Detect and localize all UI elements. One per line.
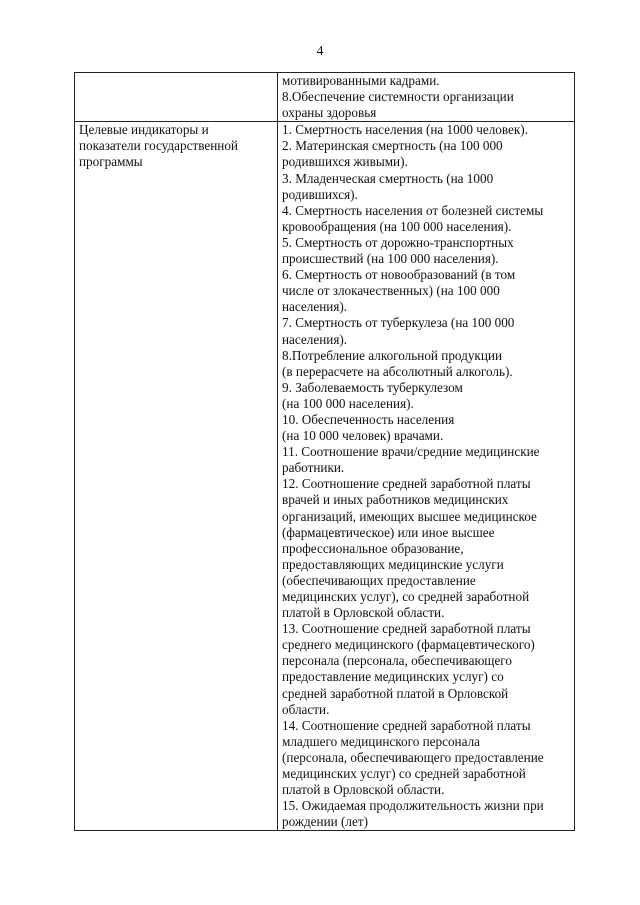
text-line: 6. Смертность от новообразований (в том xyxy=(282,267,516,283)
text-line: 12. Соотношение средней заработной платы xyxy=(282,476,531,492)
text-line: врачей и иных работников медицинских xyxy=(282,492,509,508)
text-line: 9. Заболеваемость туберкулезом xyxy=(282,379,463,395)
text-line: (персонала, обеспечивающего предоставление xyxy=(282,749,544,765)
indicators-heading-lines xyxy=(79,122,274,170)
indicators-list-cell xyxy=(278,122,575,831)
text-line: населения). xyxy=(282,331,348,347)
continued-row-right-cell xyxy=(278,73,575,122)
text-line: 14. Соотношение средней заработной платы xyxy=(282,717,531,733)
text-line: 4. Смертность населения от болезней системы xyxy=(282,202,544,218)
text-line: кровообращения (на 100 000 населения). xyxy=(282,218,512,234)
text-line: профессиональное образование, xyxy=(282,540,464,556)
text-line: (фармацевтическое) или иное высшее xyxy=(282,524,495,540)
text-line: предоставляющих медицинские услуги xyxy=(282,556,504,572)
text-line: средней заработной платой в Орловской xyxy=(282,685,509,701)
text-line: рождении (лет) xyxy=(282,814,368,830)
text-line: 13. Соотношение средней заработной платы xyxy=(282,621,531,637)
text-line: (в перерасчете на абсолютный алкоголь). xyxy=(282,363,513,379)
continued-row xyxy=(75,73,575,122)
text-line: числе от злокачественных) (на 100 000 xyxy=(282,283,500,299)
text-line: 3. Младенческая смертность (на 1000 xyxy=(282,170,494,186)
text-line: Целевые индикаторы и xyxy=(79,122,209,138)
continued-row-left-cell xyxy=(75,73,278,122)
page-number: 4 xyxy=(316,44,324,59)
text-line: показатели государственной xyxy=(79,138,238,154)
text-line: организаций, имеющих высшее медицинское xyxy=(282,508,537,524)
text-line: персонала (персонала, обеспечивающего xyxy=(282,653,512,669)
text-line: 7. Смертность от туберкулеза (на 100 000 xyxy=(282,315,515,331)
text-line: мотивированными кадрами. xyxy=(282,73,440,88)
indicators-list-lines xyxy=(282,122,571,830)
text-line: предоставление медицинских услуг) со xyxy=(282,669,504,685)
text-line: области. xyxy=(282,701,330,717)
text-line: родившихся живыми). xyxy=(282,154,408,170)
text-line: среднего медицинского (фармацевтического) xyxy=(282,637,535,653)
text-line: медицинских услуг), со средней заработной xyxy=(282,589,530,604)
text-line: 11. Соотношение врачи/средние медицинские xyxy=(282,444,540,460)
text-line: медицинских услуг) со средней заработной xyxy=(282,766,526,782)
continued-lines xyxy=(282,73,571,121)
text-line: работники. xyxy=(282,460,345,476)
text-line: родившихся). xyxy=(282,186,358,202)
text-line: 1. Смертность населения (на 1000 человек). xyxy=(282,122,528,138)
text-line: 8.Обеспечение системности организации xyxy=(282,89,514,105)
text-line: происшествий (на 100 000 населения). xyxy=(282,251,499,267)
text-line: 2. Материнская смертность (на 100 000 xyxy=(282,138,503,154)
text-line: (на 100 000 населения). xyxy=(282,395,414,411)
text-line: 10. Обеспеченность населения xyxy=(282,411,455,427)
text-line: платой в Орловской области. xyxy=(282,605,445,621)
text-line: платой в Орловской области. xyxy=(282,782,445,798)
text-line: 8.Потребление алкогольной продукции xyxy=(282,347,503,363)
text-line: (обеспечивающих предоставление xyxy=(282,572,476,588)
text-line: 15. Ожидаемая продолжительность жизни при xyxy=(282,798,544,814)
text-line: (на 10 000 человек) врачами. xyxy=(282,428,444,444)
program-passport-table xyxy=(74,72,575,831)
indicators-heading-cell xyxy=(75,122,278,831)
text-line: программы xyxy=(79,154,143,170)
text-line: 5. Смертность от дорожно-транспортных xyxy=(282,234,514,250)
text-line: населения). xyxy=(282,299,348,315)
indicators-row xyxy=(75,122,575,831)
text-line: младшего медицинского персонала xyxy=(282,733,480,749)
text-line: охраны здоровья xyxy=(282,105,377,121)
